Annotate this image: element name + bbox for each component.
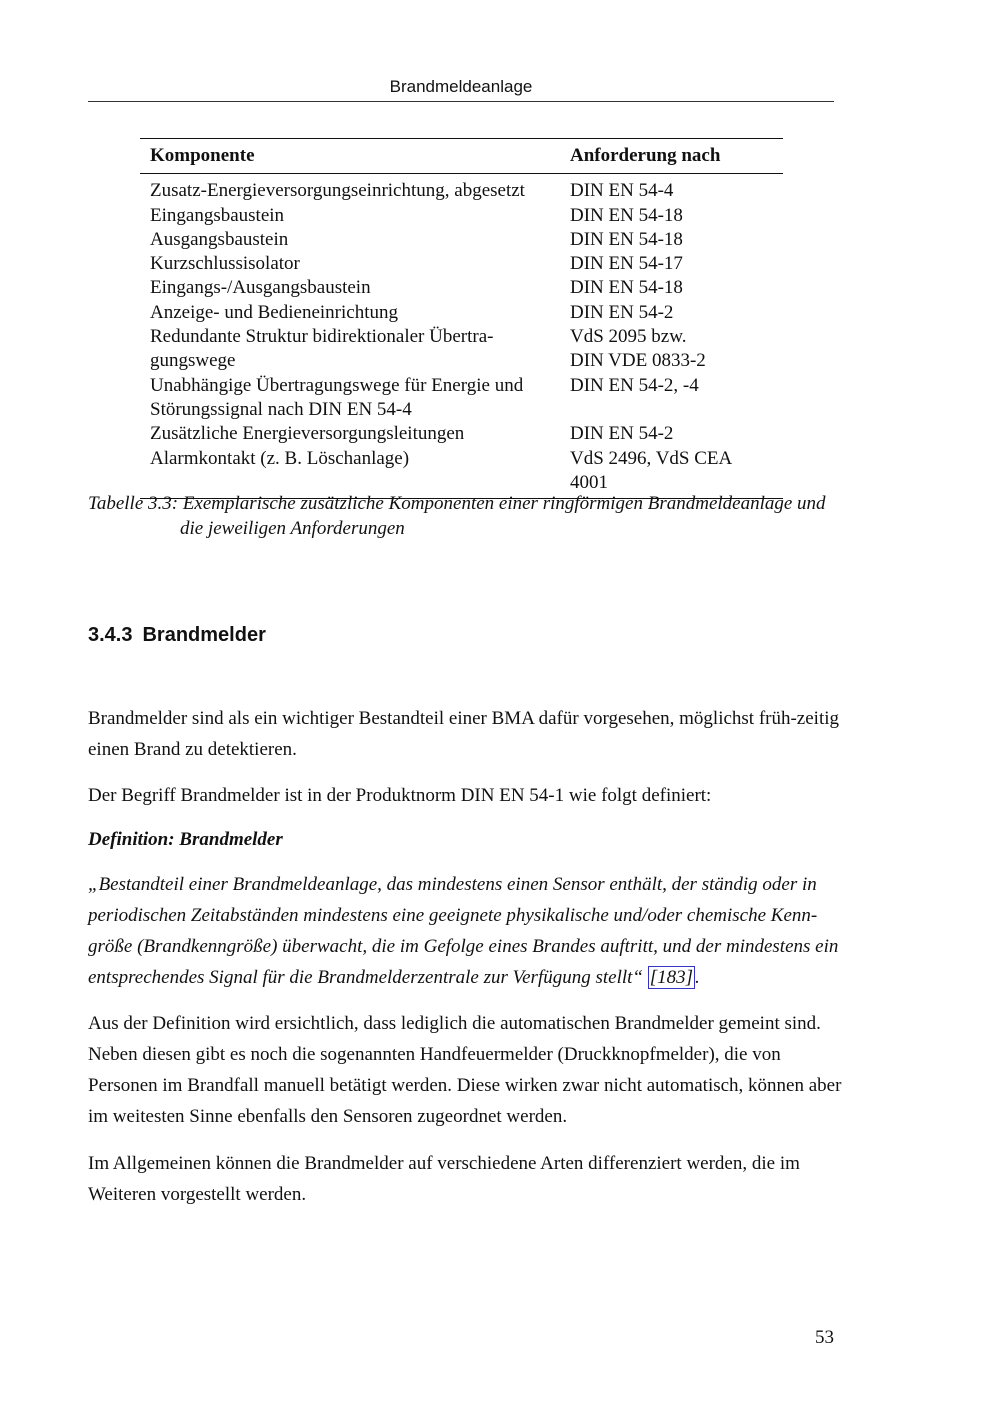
table-row — [140, 398, 783, 422]
citation-link[interactable]: [183] — [649, 967, 694, 988]
cell-component: Kurzschlussisolator — [150, 253, 300, 275]
caption-line-1: Exemplarische zusätzliche Komponenten einer ringförmigen Brandmeldeanlage und — [182, 493, 826, 514]
cell-component: Störungssignal nach DIN EN 54-4 — [150, 398, 412, 420]
cell-requirement — [560, 398, 783, 422]
cell-requirement: DIN EN 54-18 — [570, 204, 683, 226]
table-header-row — [140, 139, 783, 174]
page-number: 53 — [815, 1327, 834, 1348]
cell-component: Redundante Struktur bidirektionaler Übertra- — [150, 326, 494, 348]
definition-heading: Definition: Brandmelder — [88, 829, 283, 850]
cell-component: Ausgangsbaustein — [150, 228, 289, 250]
table-row — [140, 325, 783, 349]
cell-requirement: DIN EN 54-18 — [570, 277, 683, 299]
table-row — [140, 204, 783, 228]
table-row — [140, 252, 783, 276]
quote-text: „Bestandteil einer Brandmeldeanlage, das mindestens einen Sensor enthält, der ständig oder in periodischen Zeitabständen mindestens eine geeignete physikalische und/oder chemische Kenn-größe (Brandkenngröße) überwacht, die im Gefolge eines Brandes auftritt, und der mindestens ein entsprechendes Signal für die Brandmelderzentrale zur Verfügung stellt“ — [88, 874, 839, 988]
section-number: 3.4.3 — [88, 624, 133, 646]
cell-requirement: DIN EN 54-18 — [570, 228, 683, 250]
table-row — [140, 422, 783, 446]
paragraph-explanation: Aus der Definition wird ersichtlich, dass lediglich die automatischen Brandmelder gemeint sind. Neben diesen gibt es noch die sogenannten Handfeuermelder (Druckknopfmelder), die von Personen im Brandfall manuell betätigt werden. Diese wirken zwar nicht automatisch, können aber im weitesten Sinne ebenfalls den Sensoren zugeordnet werden. — [88, 1013, 842, 1127]
cell-requirement: DIN EN 54-2 — [570, 301, 674, 323]
table-row — [140, 276, 783, 300]
running-header: Brandmeldeanlage — [389, 77, 533, 96]
cell-component: Zusätzliche Energieversorgungsleitungen — [150, 423, 465, 445]
table-caption — [88, 491, 848, 541]
table-row — [140, 374, 783, 398]
column-header-anforderung: Anforderung nach — [570, 145, 721, 166]
cell-component: Anzeige- und Bedieneinrichtung — [150, 301, 398, 323]
cell-component: Alarmkontakt (z. B. Löschanlage) — [150, 447, 410, 469]
cell-requirement: DIN EN 54-17 — [570, 253, 683, 275]
column-header-komponente: Komponente — [150, 145, 255, 166]
cell-component: Eingangsbaustein — [150, 204, 285, 226]
cell-component: Unabhängige Übertragungswege für Energie und — [150, 374, 524, 396]
section-heading — [88, 622, 266, 648]
paragraph-definition-intro: Der Begriff Brandmelder ist in der Produktnorm DIN EN 54-1 wie folgt definiert: — [88, 785, 712, 806]
definition-quote — [88, 869, 848, 993]
cell-component: gungswege — [150, 350, 236, 372]
cell-requirement: DIN EN 54-2 — [570, 423, 674, 445]
caption-line-2: die jeweiligen Anforderungen — [180, 518, 405, 539]
table-row — [140, 349, 783, 373]
paragraph-intro: Brandmelder sind als ein wichtiger Bestandteil einer BMA dafür vorgesehen, möglichst früh-zeitig einen Brand zu detektieren. — [88, 708, 840, 760]
caption-label: Tabelle 3.3: — [88, 493, 179, 514]
header-rule — [88, 101, 834, 102]
cell-requirement: VdS 2496, VdS CEA 4001 — [570, 447, 732, 493]
cell-component: Eingangs-/Ausgangsbaustein — [150, 277, 371, 299]
quote-end: . — [695, 967, 700, 988]
section-title: Brandmelder — [142, 624, 266, 646]
table-row — [140, 174, 783, 204]
cell-requirement: VdS 2095 bzw. — [570, 326, 687, 348]
cell-requirement: DIN EN 54-2, -4 — [570, 374, 699, 396]
paragraph-outlook: Im Allgemeinen können die Brandmelder auf verschiedene Arten differenziert werden, die im Weiteren vorgestellt werden. — [88, 1153, 800, 1205]
cell-component: Zusatz-Energieversorgungseinrichtung, abgesetzt — [150, 180, 525, 202]
cell-requirement: DIN VDE 0833-2 — [570, 350, 706, 372]
table-row — [140, 228, 783, 252]
table-row — [140, 301, 783, 325]
cell-requirement: DIN EN 54-4 — [570, 180, 674, 202]
components-table — [140, 138, 783, 499]
